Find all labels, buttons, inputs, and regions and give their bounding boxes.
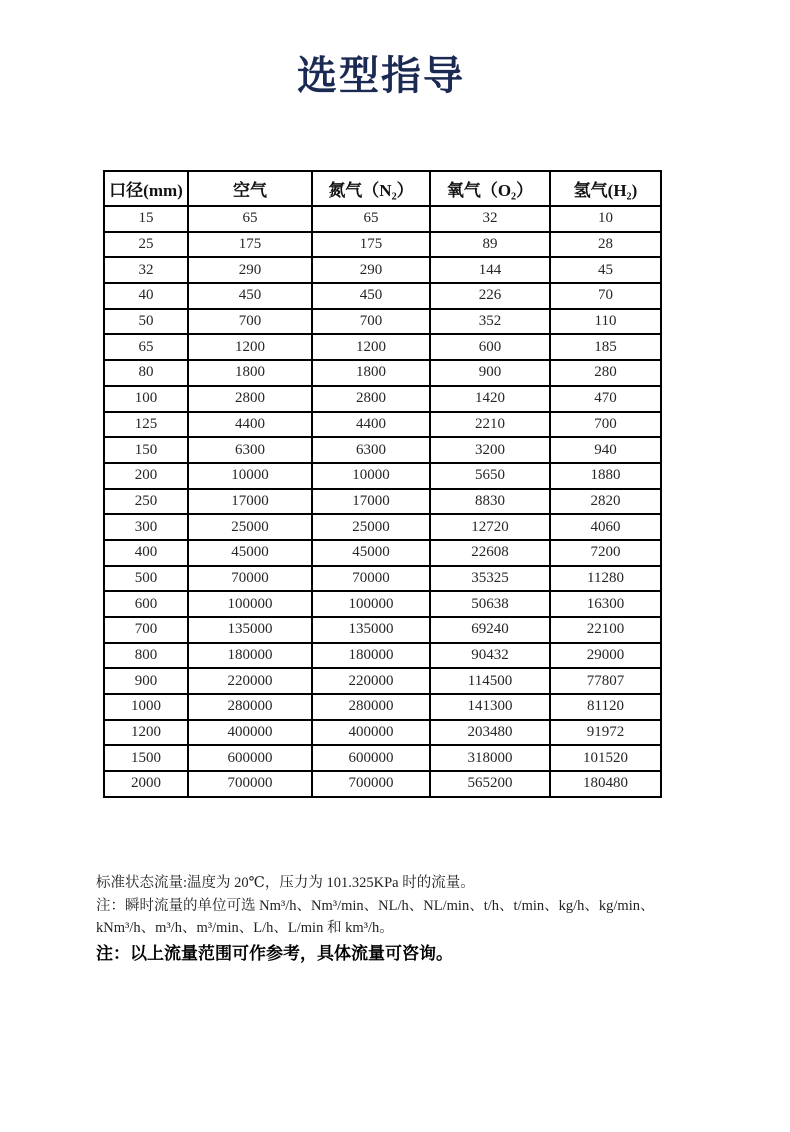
table-cell: 800: [104, 643, 188, 669]
table-cell: 69240: [430, 617, 550, 643]
table-cell: 125: [104, 412, 188, 438]
table-cell: 1800: [188, 360, 312, 386]
table-cell: 700: [312, 309, 430, 335]
table-cell: 250: [104, 489, 188, 515]
table-cell: 4400: [188, 412, 312, 438]
table-cell: 226: [430, 283, 550, 309]
table-row: [104, 360, 661, 386]
table-cell: 700000: [312, 771, 430, 797]
table-cell: 50638: [430, 591, 550, 617]
table-cell: 12720: [430, 514, 550, 540]
table-cell: 17000: [188, 489, 312, 515]
table-cell: 600: [430, 334, 550, 360]
table-cell: 25000: [188, 514, 312, 540]
table-cell: 700: [550, 412, 661, 438]
table-cell: 1880: [550, 463, 661, 489]
table-cell: 45000: [188, 540, 312, 566]
table-cell: 29000: [550, 643, 661, 669]
table-cell: 45: [550, 257, 661, 283]
flow-rate-table: [103, 170, 662, 798]
table-cell: 5650: [430, 463, 550, 489]
table-row: [104, 334, 661, 360]
table-cell: 40: [104, 283, 188, 309]
table-row: [104, 232, 661, 258]
table-cell: 16300: [550, 591, 661, 617]
table-cell: 175: [188, 232, 312, 258]
table-cell: 290: [312, 257, 430, 283]
table-cell: 10000: [312, 463, 430, 489]
table-row: [104, 206, 661, 232]
table-cell: 300: [104, 514, 188, 540]
table-cell: 90432: [430, 643, 550, 669]
table-cell: 45000: [312, 540, 430, 566]
table-cell: 180480: [550, 771, 661, 797]
note-standard-condition: 标准状态流量:温度为 20℃，压力为 101.325KPa 时的流量。: [96, 875, 475, 891]
table-cell: 3200: [430, 437, 550, 463]
table-cell: 500: [104, 566, 188, 592]
table-row: [104, 771, 661, 797]
table-cell: 280: [550, 360, 661, 386]
table-cell: 141300: [430, 694, 550, 720]
table-cell: 2800: [188, 386, 312, 412]
table-cell: 400000: [188, 720, 312, 746]
table-row: [104, 463, 661, 489]
table-cell: 70: [550, 283, 661, 309]
note-reference: 注：以上流量范围可作参考，具体流量可咨询。: [96, 943, 453, 963]
table-cell: 1420: [430, 386, 550, 412]
table-row: [104, 412, 661, 438]
table-cell: 135000: [188, 617, 312, 643]
table-cell: 450: [188, 283, 312, 309]
table-cell: 600000: [188, 745, 312, 771]
column-header: 氧气（O₂）: [430, 171, 550, 206]
table-row: [104, 745, 661, 771]
table-cell: 470: [550, 386, 661, 412]
table-cell: 11280: [550, 566, 661, 592]
table-cell: 22100: [550, 617, 661, 643]
table-cell: 32: [104, 257, 188, 283]
table-cell: 114500: [430, 668, 550, 694]
table-cell: 352: [430, 309, 550, 335]
table-cell: 10: [550, 206, 661, 232]
table-cell: 400000: [312, 720, 430, 746]
page-title: 选型指导: [297, 54, 465, 98]
table-cell: 700: [188, 309, 312, 335]
table-cell: 101520: [550, 745, 661, 771]
column-header: 空气: [188, 171, 312, 206]
table-cell: 25000: [312, 514, 430, 540]
table-cell: 91972: [550, 720, 661, 746]
table-cell: 318000: [430, 745, 550, 771]
table-row: [104, 720, 661, 746]
table-cell: 900: [430, 360, 550, 386]
table-row: [104, 617, 661, 643]
table-row: [104, 489, 661, 515]
table-cell: 1800: [312, 360, 430, 386]
table-cell: 22608: [430, 540, 550, 566]
table-cell: 10000: [188, 463, 312, 489]
table-row: [104, 309, 661, 335]
table-cell: 280000: [312, 694, 430, 720]
table-cell: 185: [550, 334, 661, 360]
table-cell: 4060: [550, 514, 661, 540]
table-cell: 15: [104, 206, 188, 232]
table-cell: 2210: [430, 412, 550, 438]
table-row: [104, 591, 661, 617]
table-row: [104, 668, 661, 694]
table-cell: 110: [550, 309, 661, 335]
table-cell: 220000: [188, 668, 312, 694]
table-cell: 65: [188, 206, 312, 232]
table-cell: 7200: [550, 540, 661, 566]
table-row: [104, 437, 661, 463]
table-cell: 203480: [430, 720, 550, 746]
note-units-line2: kNm³/h、m³/h、m³/min、L/h、L/min 和 km³/h。: [96, 920, 394, 936]
table-cell: 200: [104, 463, 188, 489]
table-cell: 70000: [312, 566, 430, 592]
table-cell: 70000: [188, 566, 312, 592]
table-cell: 100000: [312, 591, 430, 617]
table-cell: 600: [104, 591, 188, 617]
table-cell: 1200: [312, 334, 430, 360]
table-row: [104, 566, 661, 592]
table-cell: 2000: [104, 771, 188, 797]
table-cell: 220000: [312, 668, 430, 694]
column-header: 氢气(H₂): [550, 171, 661, 206]
table-cell: 50: [104, 309, 188, 335]
table-cell: 1200: [104, 720, 188, 746]
table-cell: 700000: [188, 771, 312, 797]
table-cell: 135000: [312, 617, 430, 643]
table-cell: 25: [104, 232, 188, 258]
table-cell: 4400: [312, 412, 430, 438]
table-row: [104, 694, 661, 720]
table-cell: 150: [104, 437, 188, 463]
table-cell: 65: [104, 334, 188, 360]
column-header: 氮气（N₂）: [312, 171, 430, 206]
table-cell: 175: [312, 232, 430, 258]
table-cell: 900: [104, 668, 188, 694]
notes-section: [96, 872, 721, 966]
table-cell: 1200: [188, 334, 312, 360]
table-cell: 35325: [430, 566, 550, 592]
table-row: [104, 386, 661, 412]
table-cell: 1500: [104, 745, 188, 771]
table-cell: 600000: [312, 745, 430, 771]
table-cell: 32: [430, 206, 550, 232]
table-cell: 180000: [188, 643, 312, 669]
table-header-row: [104, 171, 661, 206]
table-row: [104, 514, 661, 540]
table-cell: 2800: [312, 386, 430, 412]
table-row: [104, 283, 661, 309]
table-cell: 2820: [550, 489, 661, 515]
table-row: [104, 643, 661, 669]
table-cell: 28: [550, 232, 661, 258]
table-cell: 1000: [104, 694, 188, 720]
table-cell: 89: [430, 232, 550, 258]
table-cell: 65: [312, 206, 430, 232]
table-cell: 100: [104, 386, 188, 412]
table-cell: 450: [312, 283, 430, 309]
note-units-line1: 注：瞬时流量的单位可选 Nm³/h、Nm³/min、NL/h、NL/min、t/h、t/min、kg/h、kg/min、: [96, 897, 655, 914]
table-cell: 144: [430, 257, 550, 283]
table-row: [104, 257, 661, 283]
table-row: [104, 540, 661, 566]
table-cell: 6300: [188, 437, 312, 463]
table-cell: 180000: [312, 643, 430, 669]
table-cell: 280000: [188, 694, 312, 720]
table-cell: 81120: [550, 694, 661, 720]
table-cell: 77807: [550, 668, 661, 694]
table-cell: 290: [188, 257, 312, 283]
table-cell: 565200: [430, 771, 550, 797]
table-cell: 940: [550, 437, 661, 463]
table-cell: 8830: [430, 489, 550, 515]
column-header: 口径(mm): [104, 171, 188, 206]
table-cell: 700: [104, 617, 188, 643]
table-cell: 17000: [312, 489, 430, 515]
table-cell: 400: [104, 540, 188, 566]
table-cell: 100000: [188, 591, 312, 617]
table-cell: 80: [104, 360, 188, 386]
table-cell: 6300: [312, 437, 430, 463]
